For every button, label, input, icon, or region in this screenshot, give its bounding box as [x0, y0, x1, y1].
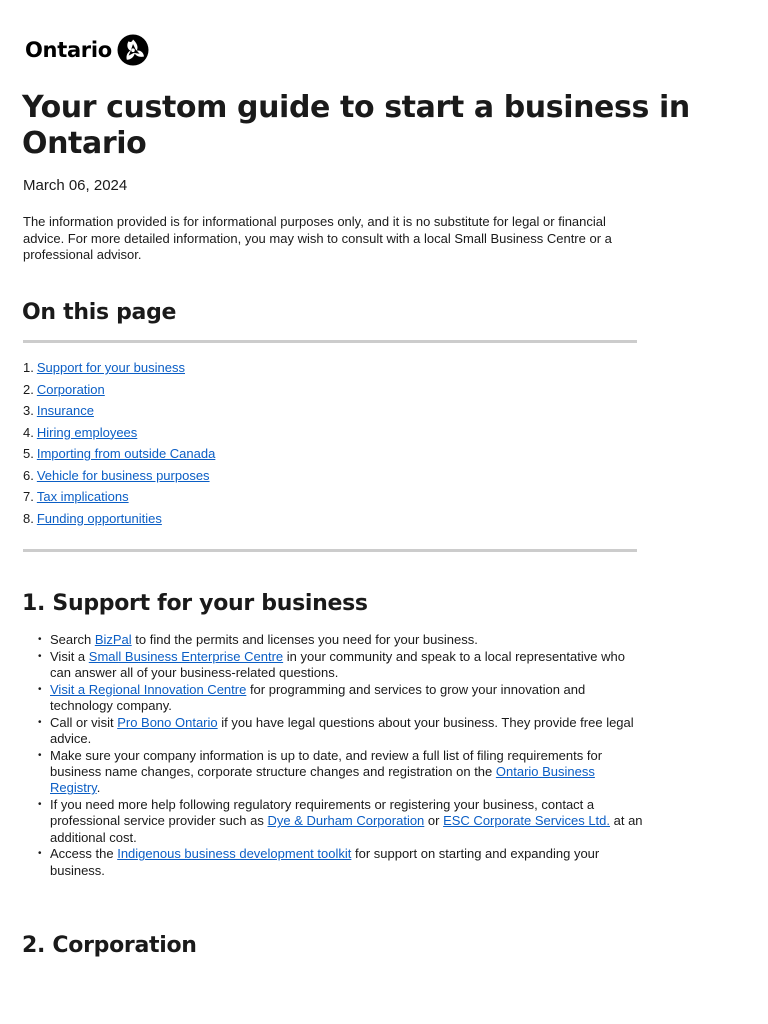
support-text: in your community and speak to a local representative who can answer all of your business-related questions. — [50, 648, 625, 680]
toc-link-vehicle[interactable]: Vehicle for business purposes — [36, 467, 210, 483]
support-text: Call or visit — [50, 714, 118, 730]
support-text: Access the — [50, 846, 118, 862]
esc-corporate-services-link[interactable]: ESC Corporate Services Ltd. — [443, 813, 610, 829]
pro-bono-ontario-link[interactable]: Pro Bono Ontario — [117, 714, 218, 730]
support-item — [38, 797, 644, 846]
toc-item — [23, 381, 215, 403]
toc-item-number: 8. — [23, 510, 34, 526]
indigenous-toolkit-link[interactable]: Indigenous business development toolkit — [117, 846, 352, 862]
support-text: for support on starting and expanding your business. — [50, 846, 600, 878]
dye-durham-link[interactable]: Dye & Durham Corporation — [267, 813, 425, 829]
publish-date: March 06, 2024 — [23, 177, 128, 194]
support-item — [38, 682, 644, 715]
support-text: if you have legal questions about your business. They provide free legal advice. — [50, 714, 634, 746]
toc-item — [23, 424, 215, 446]
toc-link-corporation[interactable]: Corporation — [36, 381, 105, 397]
support-item — [38, 846, 644, 879]
support-item — [38, 715, 644, 748]
toc-top-divider — [23, 340, 637, 343]
toc-item-number: 7. — [23, 489, 34, 504]
toc-item — [23, 467, 215, 489]
toc-item-number: 1. — [23, 360, 34, 375]
toc-item-number: 3. — [23, 403, 34, 418]
toc-link-importing[interactable]: Importing from outside Canada — [36, 446, 216, 461]
support-text: Search — [50, 632, 95, 647]
support-item — [38, 649, 644, 682]
toc-item — [23, 510, 215, 532]
section-1-heading: 1. Support for your business — [22, 591, 368, 616]
ontario-logo[interactable] — [25, 34, 149, 66]
support-list — [38, 632, 644, 879]
toc-list — [23, 359, 215, 531]
support-text: If you need more help following regulatory requirements or registering your business, contact a professional service provider such as — [50, 797, 595, 829]
toc-item — [23, 402, 215, 424]
bizpal-link[interactable]: BizPal — [94, 632, 132, 647]
toc-item — [23, 488, 215, 510]
support-item — [38, 748, 644, 797]
toc-item — [23, 445, 215, 467]
support-text: to find the permits and licenses you need for your business. — [131, 632, 478, 647]
toc-item-number: 5. — [23, 446, 34, 461]
support-item — [38, 632, 644, 648]
toc-heading: On this page — [22, 300, 177, 325]
logo-text: Ontario — [25, 38, 112, 62]
toc-bottom-divider — [23, 549, 637, 552]
toc-link-tax[interactable]: Tax implications — [36, 489, 129, 504]
section-2-heading: 2. Corporation — [22, 933, 197, 958]
toc-item — [23, 359, 215, 381]
disclaimer-text: The information provided is for informational purposes only, and it is no substitute for legal or financial advice. For more detailed information, you may wish to consult with a local Small Business Centre or a professional advisor. — [23, 214, 612, 262]
support-text: for programming and services to grow your innovation and technology company. — [50, 681, 586, 713]
ontario-trillium-logo-icon — [117, 34, 149, 66]
toc-item-number: 4. — [23, 424, 34, 440]
support-text: Visit a — [50, 648, 89, 664]
support-text: Make sure your company information is up to date, and review a full list of filing requirements for business name changes, corporate structure changes and registration on the — [50, 747, 603, 779]
support-text: at an additional cost. — [50, 813, 643, 845]
regional-innovation-centre-link[interactable]: Visit a Regional Innovation Centre — [50, 681, 247, 697]
support-text: . — [96, 780, 101, 796]
small-business-enterprise-centre-link[interactable]: Small Business Enterprise Centre — [88, 648, 284, 664]
ontario-business-registry-link[interactable]: Ontario Business Registry — [50, 764, 595, 796]
toc-link-hiring[interactable]: Hiring employees — [36, 424, 138, 440]
toc-link-funding[interactable]: Funding opportunities — [36, 510, 162, 526]
page-title: Your custom guide to start a business in Ontario — [22, 90, 690, 161]
toc-item-number: 2. — [23, 381, 34, 397]
toc-link-insurance[interactable]: Insurance — [36, 403, 94, 418]
support-text: or — [424, 813, 444, 829]
toc-item-number: 6. — [23, 467, 34, 483]
toc-link-support[interactable]: Support for your business — [36, 360, 185, 375]
